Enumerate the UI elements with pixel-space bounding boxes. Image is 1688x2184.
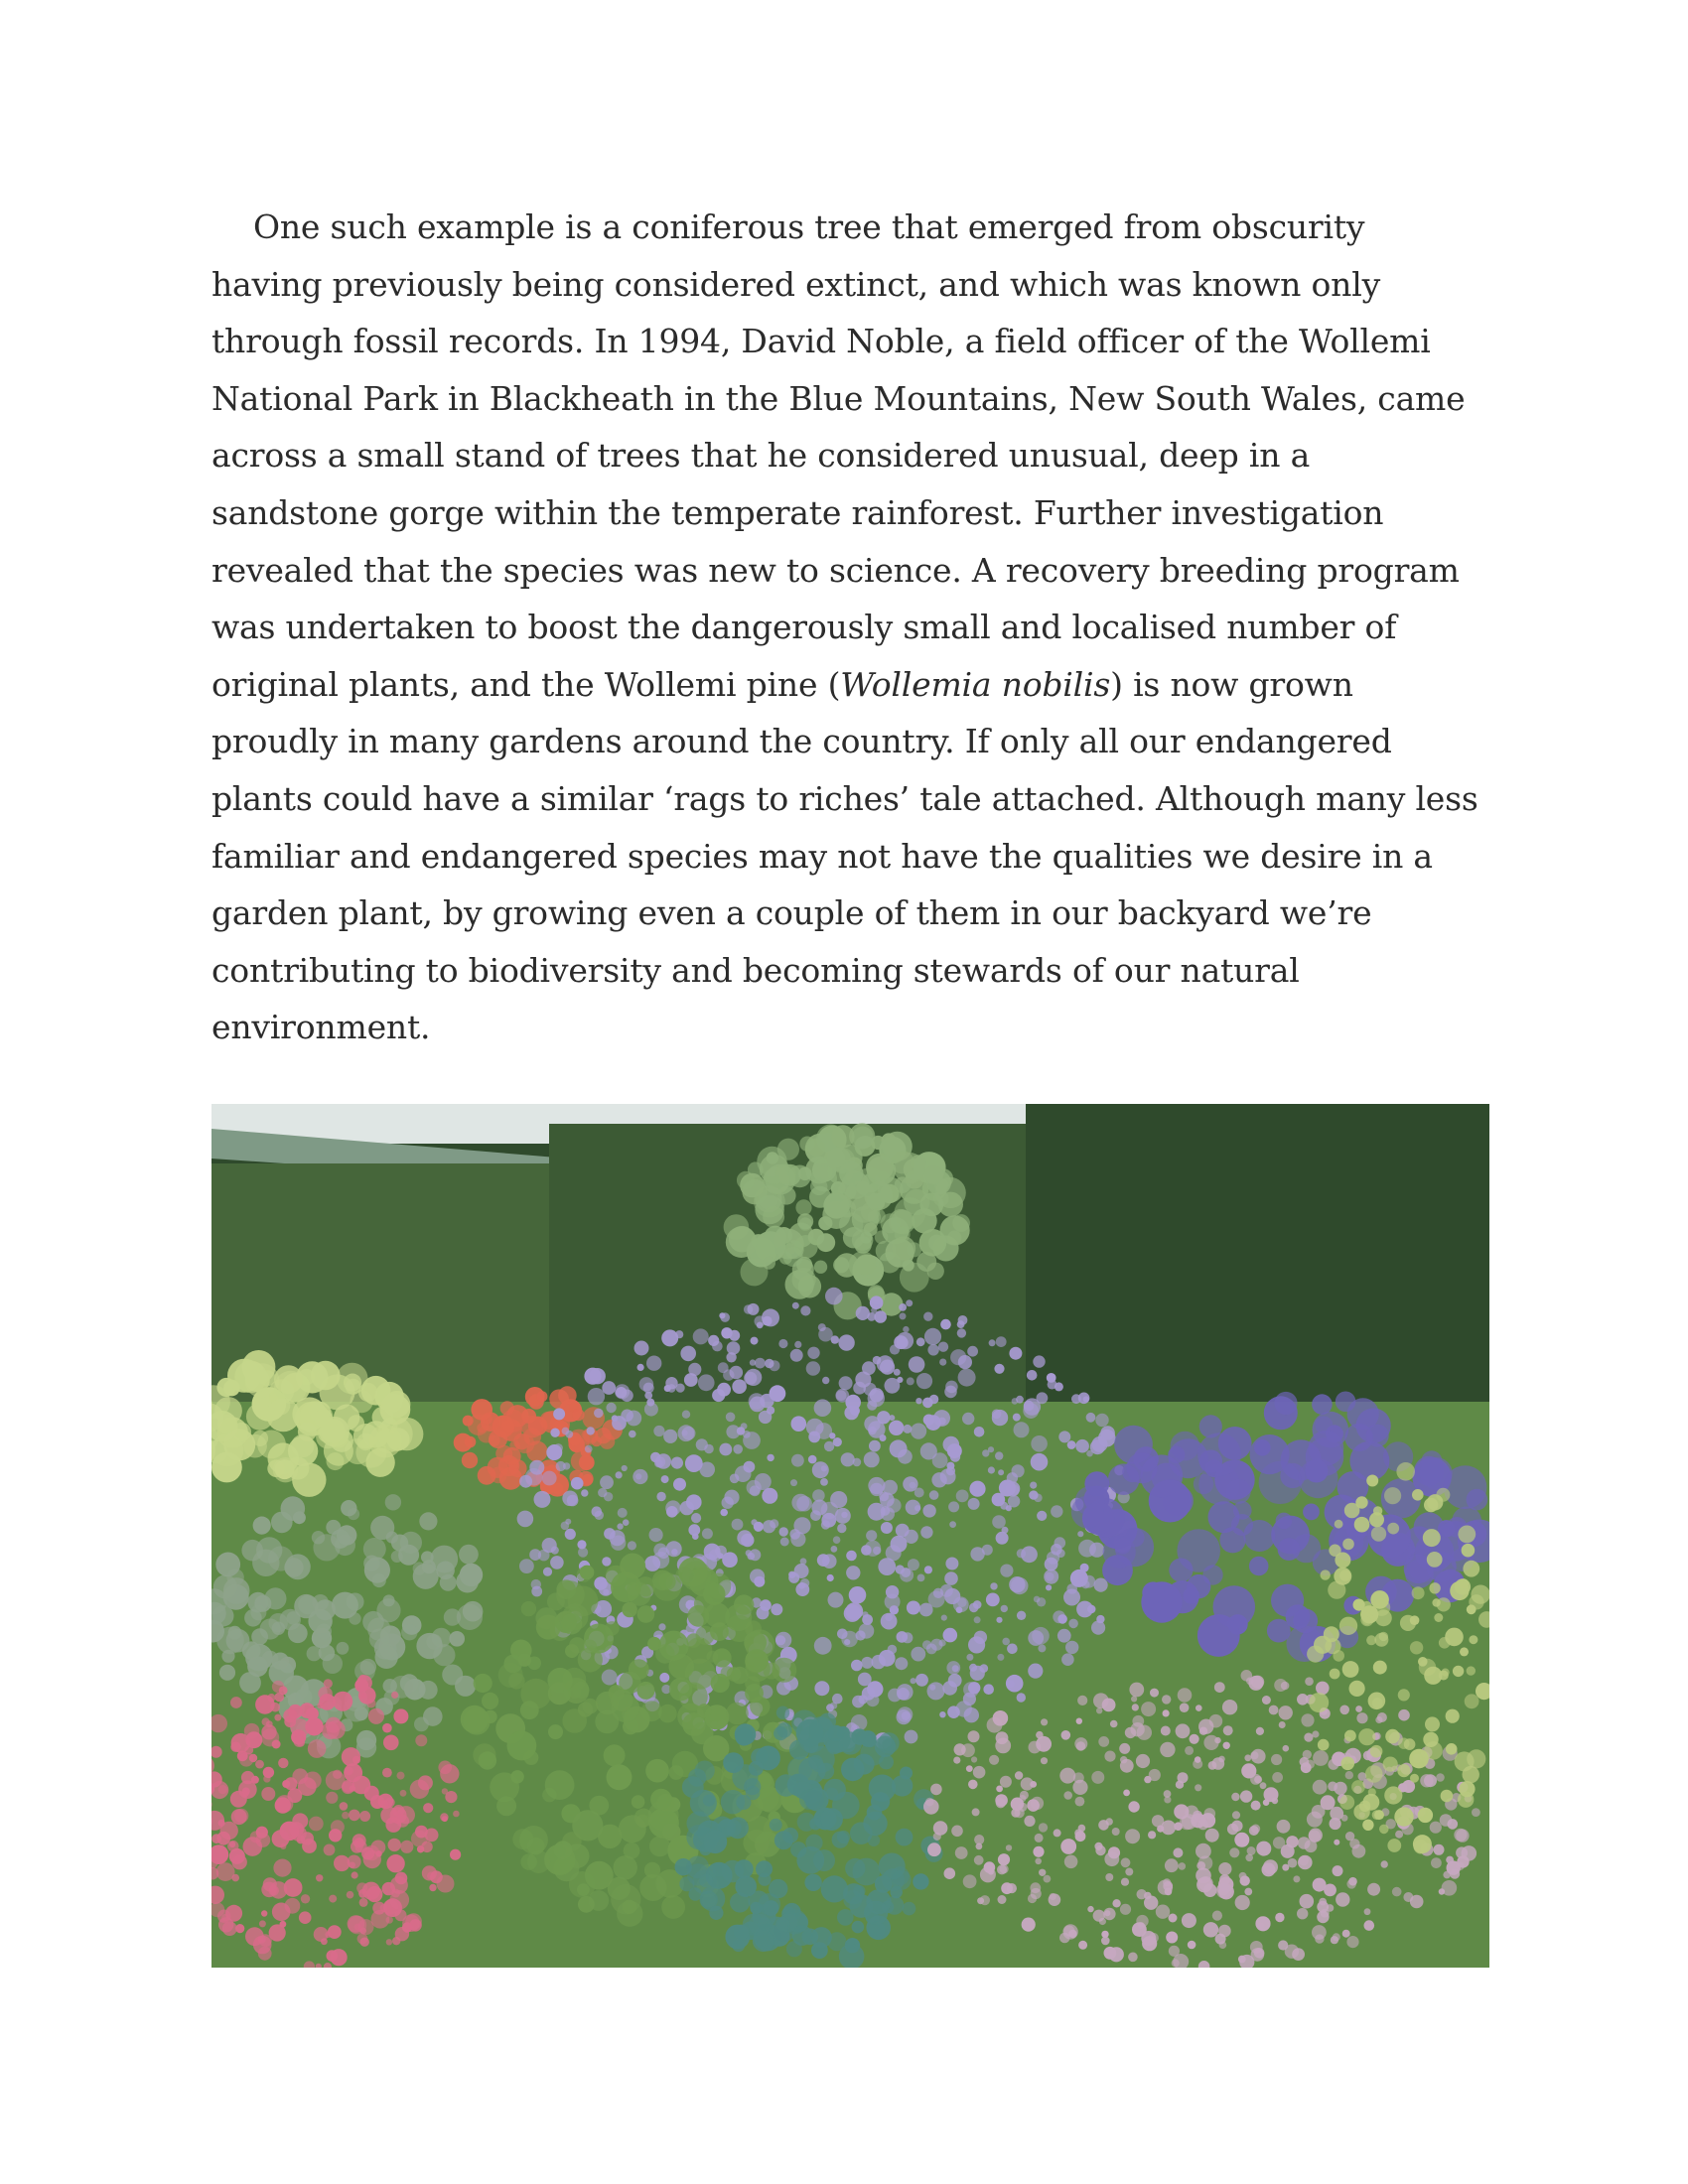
text-line <box>211 427 1492 484</box>
text-segment: garden plant, by growing even a couple of them in our backyard we’re <box>211 893 1372 933</box>
garden-photo-image <box>211 1104 1489 1968</box>
text-segment: was undertaken to boost the dangerously small and localised number of <box>211 608 1397 647</box>
text-segment: familiar and endangered species may not have the qualities we desire in a <box>211 836 1433 876</box>
text-segment: across a small stand of trees that he considered unusual, deep in a <box>211 436 1311 476</box>
text-line <box>211 770 1492 828</box>
text-segment: environment. <box>211 1008 431 1047</box>
text-line <box>211 256 1492 314</box>
text-segment: having previously being considered extinct, and which was known only <box>211 264 1381 304</box>
text-line <box>211 199 1492 256</box>
text-line <box>211 942 1492 1000</box>
text-line <box>211 484 1492 542</box>
text-segment: plants could have a similar ‘rags to riches’ tale attached. Although many less <box>211 778 1478 818</box>
garden-photo <box>211 1104 1489 1968</box>
text-segment: National Park in Blackheath in the Blue Mountains, New South Wales, came <box>211 378 1466 418</box>
text-segment: revealed that the species was new to science. A recovery breeding program <box>211 550 1460 590</box>
text-segment: sandstone gorge within the temperate rainforest. Further investigation <box>211 492 1384 532</box>
text-segment: through fossil records. In 1994, David Noble, a field officer of the Wollemi <box>211 322 1431 361</box>
text-line <box>211 713 1492 770</box>
text-line <box>211 999 1492 1056</box>
text-segment: original plants, and the Wollemi pine ( <box>211 664 841 704</box>
text-line <box>211 656 1492 714</box>
text-line <box>211 885 1492 942</box>
text-line <box>211 828 1492 886</box>
body-paragraph <box>211 199 1492 1056</box>
text-line <box>211 313 1492 370</box>
text-segment: proudly in many gardens around the country. If only all our endangered <box>211 722 1392 761</box>
text-segment: ) is now grown <box>1110 664 1353 704</box>
italic-species-name: Wollemia nobilis <box>840 664 1111 704</box>
tree-canopy <box>1026 1104 1489 1422</box>
text-line <box>211 370 1492 428</box>
text-segment: One such example is a coniferous tree that emerged from obscurity <box>253 207 1365 246</box>
text-line <box>211 599 1492 656</box>
text-segment: contributing to biodiversity and becoming stewards of our natural <box>211 950 1300 990</box>
text-line <box>211 542 1492 600</box>
